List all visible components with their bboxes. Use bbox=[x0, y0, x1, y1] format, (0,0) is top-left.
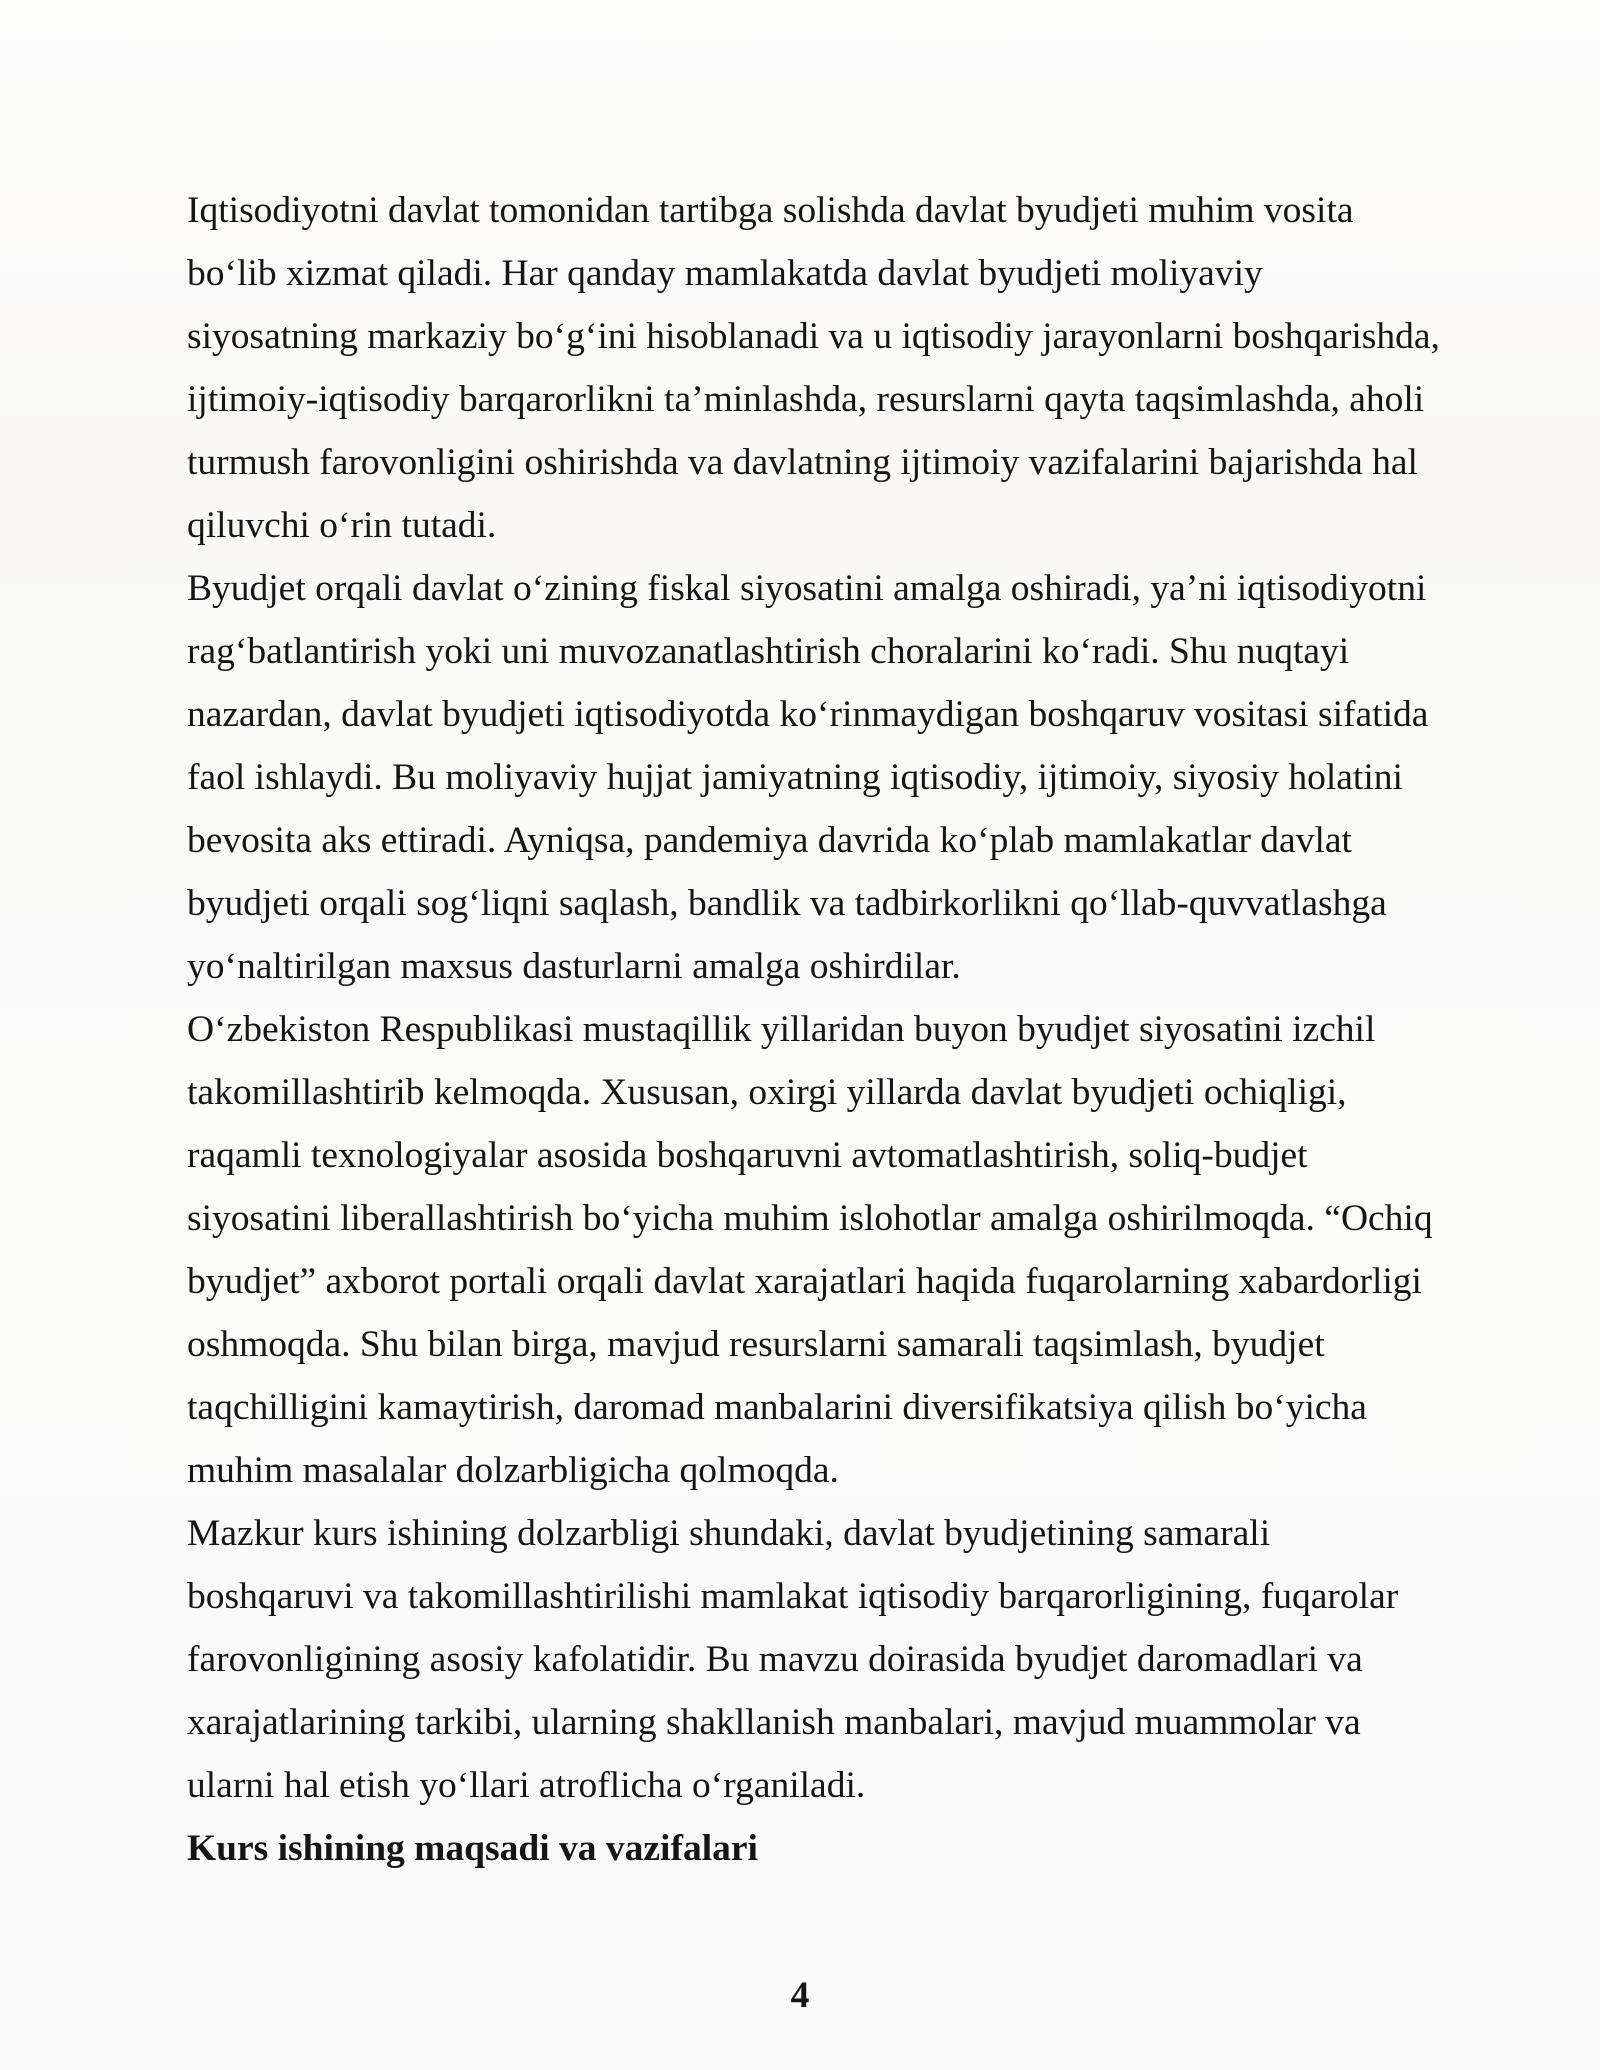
text-line: bevosita aks ettiradi. Ayniqsa, pandemiya davrida ko‘plab mamlakatlar davlat bbox=[187, 820, 1352, 861]
text-line: yo‘naltirilgan maxsus dasturlarni amalga oshirdilar. bbox=[187, 946, 961, 987]
text-line: rag‘batlantirish yoki uni muvozanatlashtirish choralarini ko‘radi. Shu nuqtayi bbox=[187, 631, 1350, 672]
text-line: nazardan, davlat byudjeti iqtisodiyotda ko‘rinmaydigan boshqaruv vositasi sifatida bbox=[187, 694, 1429, 735]
text-line: oshmoqda. Shu bilan birga, mavjud resurslarni samarali taqsimlash, byudjet bbox=[187, 1324, 1325, 1365]
text-line: ularni hal etish yo‘llari atroflicha o‘rganiladi. bbox=[187, 1765, 866, 1806]
text-line: raqamli texnologiyalar asosida boshqaruvni avtomatlashtirish, soliq-budjet bbox=[187, 1135, 1308, 1176]
section-heading-line: Kurs ishining maqsadi va vazifalari bbox=[187, 1828, 758, 1869]
text-line: xarajatlarining tarkibi, ularning shakllanish manbalari, mavjud muammolar va bbox=[187, 1702, 1361, 1743]
text-line: faol ishlaydi. Bu moliyaviy hujjat jamiyatning iqtisodiy, ijtimoiy, siyosiy holatini bbox=[187, 757, 1403, 798]
text-line: ijtimoiy-iqtisodiy barqarorlikni ta’minlashda, resurslarni qayta taqsimlashda, aholi bbox=[187, 379, 1425, 420]
text-line: farovonligining asosiy kafolatidir. Bu mavzu doirasida byudjet daromadlari va bbox=[187, 1639, 1363, 1680]
text-line: siyosatning markaziy bo‘g‘ini hisoblanadi va u iqtisodiy jarayonlarni boshqarishda, bbox=[187, 316, 1440, 357]
text-line: boshqaruvi va takomillashtirilishi mamlakat iqtisodiy barqarorligining, fuqarolar bbox=[187, 1576, 1399, 1617]
text-line: takomillashtirib kelmoqda. Xususan, oxirgi yillarda davlat byudjeti ochiqligi, bbox=[187, 1072, 1347, 1113]
text-line: O‘zbekiston Respublikasi mustaqillik yillaridan buyon byudjet siyosatini izchil bbox=[187, 1009, 1376, 1050]
text-line: turmush farovonligini oshirishda va davlatning ijtimoiy vazifalarini bajarishda hal bbox=[187, 442, 1418, 483]
text-line: byudjeti orqali sog‘liqni saqlash, bandlik va tadbirkorlikni qo‘llab-quvvatlashga bbox=[187, 883, 1387, 924]
text-line: muhim masalalar dolzarbligicha qolmoqda. bbox=[187, 1450, 839, 1491]
text-line: byudjet” axborot portali orqali davlat xarajatlari haqida fuqarolarning xabardorligi bbox=[187, 1261, 1422, 1302]
document-text-block bbox=[187, 179, 1517, 1880]
text-line: Byudjet orqali davlat o‘zining fiskal siyosatini amalga oshiradi, ya’ni iqtisodiyotni bbox=[187, 568, 1427, 609]
text-line: qiluvchi o‘rin tutadi. bbox=[187, 505, 497, 546]
text-line: siyosatini liberallashtirish bo‘yicha muhim islohotlar amalga oshirilmoqda. “Ochiq bbox=[187, 1198, 1433, 1239]
text-line: taqchilligini kamaytirish, daromad manbalarini diversifikatsiya qilish bo‘yicha bbox=[187, 1387, 1367, 1428]
page-number: 4 bbox=[790, 1975, 810, 2016]
text-line: Iqtisodiyotni davlat tomonidan tartibga solishda davlat byudjeti muhim vosita bbox=[187, 190, 1354, 231]
text-line: bo‘lib xizmat qiladi. Har qanday mamlakatda davlat byudjeti moliyaviy bbox=[187, 253, 1263, 294]
text-line: Mazkur kurs ishining dolzarbligi shundaki, davlat byudjetining samarali bbox=[187, 1513, 1271, 1554]
